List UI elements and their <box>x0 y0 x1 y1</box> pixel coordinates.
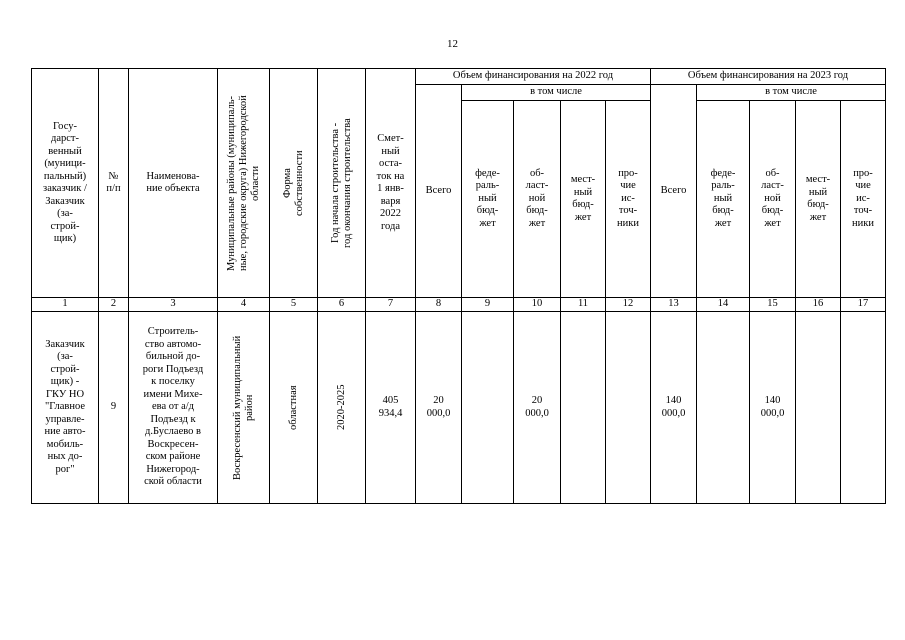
row-district: Воскресенский муниципальный район <box>218 312 270 504</box>
header-including-2022: в том числе <box>462 85 651 101</box>
header-object-name: Наименова- ние объекта <box>129 69 218 298</box>
column-number: 15 <box>750 298 796 312</box>
row-total-2023: 140 000,0 <box>651 312 697 504</box>
column-number: 17 <box>841 298 886 312</box>
header-regional-2023: об- ласт- ной бюд- жет <box>750 101 796 298</box>
row-total-2022: 20 000,0 <box>416 312 462 504</box>
header-federal-2022: феде- раль- ный бюд- жет <box>462 101 514 298</box>
column-number: 9 <box>462 298 514 312</box>
header-federal-2023: феде- раль- ный бюд- жет <box>697 101 750 298</box>
header-districts: Муниципальные районы (муниципаль- ные, городские округа) Нижегородской области <box>218 69 270 298</box>
header-balance: Смет- ный оста- ток на 1 янв- варя 2022 года <box>366 69 416 298</box>
column-number: 14 <box>697 298 750 312</box>
header-ownership: Форма собственности <box>270 69 318 298</box>
header-fin-2023: Объем финансирования на 2023 год <box>651 69 886 85</box>
financing-table <box>31 68 886 504</box>
row-object-name: Строитель- ство автомо- бильной до- роги Подъезд к поселку имени Михе- ева от а/д Подъезд к д.Буслаево в Воскресен- ском районе Нижегород- ской области <box>129 312 218 504</box>
header-regional-2022: об- ласт- ной бюд- жет <box>514 101 561 298</box>
row-other-2023 <box>841 312 886 504</box>
row-balance: 405 934,4 <box>366 312 416 504</box>
column-number: 8 <box>416 298 462 312</box>
header-local-2023: мест- ный бюд- жет <box>796 101 841 298</box>
header-fin-2022: Объем финансирования на 2022 год <box>416 69 651 85</box>
column-number: 6 <box>318 298 366 312</box>
header-including-2023: в том числе <box>697 85 886 101</box>
column-number: 7 <box>366 298 416 312</box>
header-local-2022: мест- ный бюд- жет <box>561 101 606 298</box>
header-num: № п/п <box>99 69 129 298</box>
column-number: 16 <box>796 298 841 312</box>
row-regional-2022: 20 000,0 <box>514 312 561 504</box>
header-years: Год начала строительства - год окончания строительства <box>318 69 366 298</box>
header-customer: Госу- дарст- венный (муници- пальный) заказчик / Заказчик (за- строй- щик) <box>32 69 99 298</box>
column-number: 12 <box>606 298 651 312</box>
column-number: 4 <box>218 298 270 312</box>
row-other-2022 <box>606 312 651 504</box>
header-total-2023: Всего <box>651 85 697 298</box>
row-federal-2023 <box>697 312 750 504</box>
header-total-2022: Всего <box>416 85 462 298</box>
row-federal-2022 <box>462 312 514 504</box>
row-ownership: областная <box>270 312 318 504</box>
row-local-2023 <box>796 312 841 504</box>
row-num: 9 <box>99 312 129 504</box>
header-other-2022: про- чие ис- точ- ники <box>606 101 651 298</box>
row-regional-2023: 140 000,0 <box>750 312 796 504</box>
column-number: 13 <box>651 298 697 312</box>
column-number: 3 <box>129 298 218 312</box>
row-years: 2020-2025 <box>318 312 366 504</box>
row-local-2022 <box>561 312 606 504</box>
page-number: 12 <box>447 38 458 50</box>
column-number: 2 <box>99 298 129 312</box>
column-number-row <box>32 298 886 312</box>
row-customer: Заказчик (за- строй- щик) - ГКУ НО "Главное управле- ние авто- мобиль- ных до- рог" <box>32 312 99 504</box>
column-number: 1 <box>32 298 99 312</box>
column-number: 11 <box>561 298 606 312</box>
table-row <box>32 312 886 504</box>
header-other-2023: про- чие ис- точ- ники <box>841 101 886 298</box>
column-number: 5 <box>270 298 318 312</box>
column-number: 10 <box>514 298 561 312</box>
